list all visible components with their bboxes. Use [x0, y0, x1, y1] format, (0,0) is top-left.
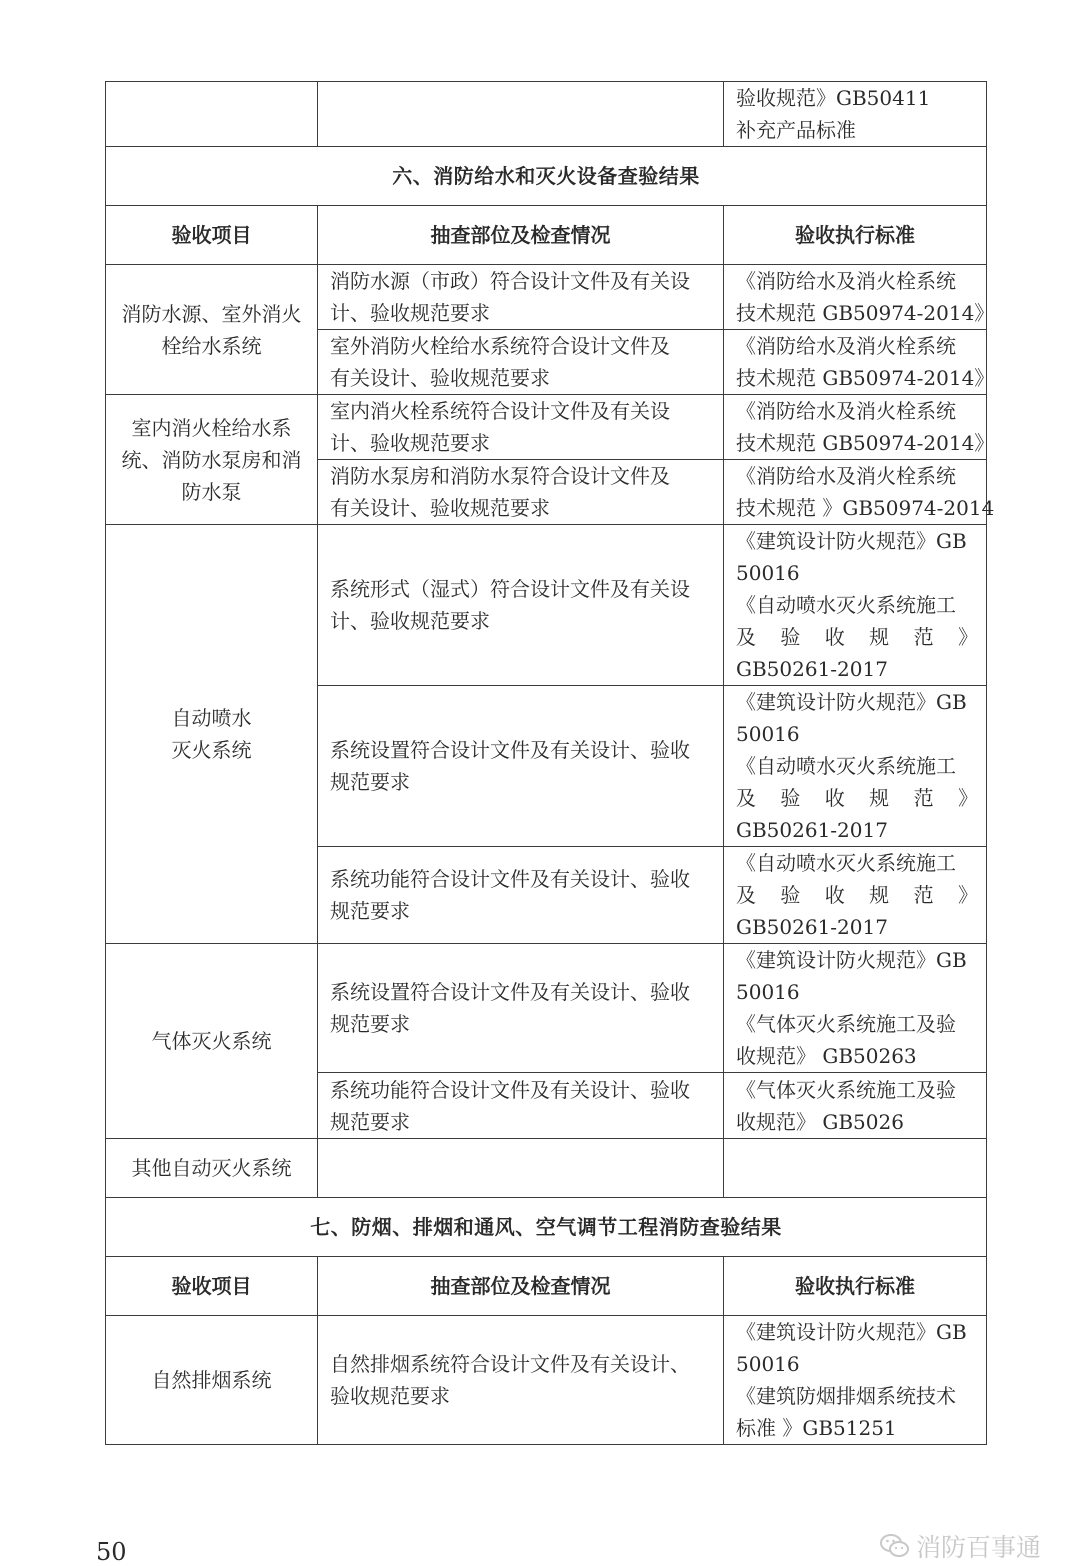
- check-line: 系统设置符合设计文件及有关设计、验收: [330, 738, 690, 762]
- standard-line: GB50261-2017: [736, 657, 888, 681]
- standard-line: 《气体灭火系统施工及验: [736, 1012, 956, 1036]
- check-line: 自然排烟系统符合设计文件及有关设计、: [330, 1352, 690, 1376]
- standard-line: 技术规范 GB50974-2014》: [736, 301, 995, 325]
- item-cell: [106, 395, 318, 525]
- standard-line: 及 验 收 规 范 》: [736, 883, 978, 907]
- standard-cell: [724, 525, 987, 686]
- check-line: 规范要求: [330, 899, 410, 923]
- table-row: [106, 1316, 987, 1445]
- item-line: 灭火系统: [171, 738, 252, 762]
- standard-line: 技术规范 》GB50974-2014: [736, 496, 995, 520]
- item-line: 栓给水系统: [161, 333, 262, 358]
- check-cell: [318, 686, 724, 847]
- item-cell: [106, 1139, 318, 1198]
- standard-cell: [724, 1073, 987, 1139]
- standard-line: 及 验 收 规 范 》: [736, 786, 978, 810]
- check-line: 有关设计、验收规范要求: [330, 496, 550, 520]
- standard-cell: [724, 1139, 987, 1198]
- standard-line: 《建筑设计防火规范》GB: [736, 529, 967, 553]
- inspection-table: [105, 81, 995, 1445]
- header-row: [106, 1257, 987, 1316]
- watermark-text: 消防百事通: [916, 1533, 1042, 1562]
- standard-line: 及 验 收 规 范 》: [736, 625, 978, 649]
- item-line: 统、消防水泵房和消: [121, 447, 302, 472]
- standard-line: 《建筑防烟排烟系统技术: [736, 1384, 956, 1408]
- header-standard: 验收执行标准: [724, 206, 987, 265]
- section-title: 六、消防给水和灭火设备查验结果: [106, 147, 987, 206]
- section-row: [106, 147, 987, 206]
- check-cell: [318, 1316, 724, 1445]
- item-cell: [106, 1316, 318, 1445]
- table-row: [106, 395, 987, 460]
- item-line: 气体灭火系统: [151, 1029, 272, 1053]
- wechat-icon: [880, 1533, 910, 1559]
- standard-cell: [724, 847, 987, 944]
- standard-line: 收规范》 GB5026: [736, 1109, 904, 1134]
- table-row: [106, 1139, 987, 1198]
- standard-line: 收规范》 GB50263: [736, 1044, 917, 1068]
- check-line: 计、验收规范要求: [330, 431, 490, 455]
- check-line: 系统功能符合设计文件及有关设计、验收: [330, 1077, 690, 1102]
- item-line: 自动喷水: [171, 706, 252, 730]
- table-row: [106, 265, 987, 330]
- check-line: 规范要求: [330, 770, 410, 794]
- standard-line: 50016: [736, 561, 800, 585]
- section-title: 七、防烟、排烟和通风、空气调节工程消防查验结果: [106, 1198, 987, 1257]
- check-line: 消防水源（市政）符合设计文件及有关设: [330, 269, 690, 293]
- standard-cell: [724, 265, 995, 330]
- check-line: 室外消防火栓给水系统符合设计文件及: [330, 334, 670, 358]
- standard-line: 《自动喷水灭火系统施工: [736, 754, 956, 778]
- standard-line: 《消防给水及消火栓系统: [736, 399, 956, 423]
- standard-line: 标准 》GB51251: [736, 1416, 897, 1440]
- check-line: 规范要求: [330, 1012, 410, 1036]
- check-cell: [318, 1073, 724, 1139]
- standard-cell: [724, 330, 995, 395]
- item-line: 自然排烟系统: [151, 1368, 272, 1392]
- check-cell: [318, 330, 724, 395]
- check-cell: [318, 395, 724, 460]
- item-cell: [106, 265, 318, 395]
- check-line: 室内消火栓系统符合设计文件及有关设: [330, 399, 670, 423]
- standard-line: 《消防给水及消火栓系统: [736, 334, 956, 358]
- check-line: 系统形式（湿式）符合设计文件及有关设: [330, 577, 690, 601]
- item-line: 室内消火栓给水系: [131, 415, 292, 440]
- table-row: [106, 525, 987, 686]
- standard-line: 《气体灭火系统施工及验: [736, 1077, 956, 1102]
- standard-line: 《建筑设计防火规范》GB: [736, 948, 967, 972]
- empty-cell: [318, 82, 724, 147]
- empty-cell: [106, 82, 318, 147]
- check-cell: [318, 944, 724, 1073]
- check-line: 系统功能符合设计文件及有关设计、验收: [330, 867, 690, 891]
- standard-line: 技术规范 GB50974-2014》: [736, 366, 995, 390]
- standard-cell: [724, 460, 995, 525]
- item-line: 防水泵: [181, 479, 242, 504]
- standard-cell: [724, 944, 987, 1073]
- check-line: 计、验收规范要求: [330, 609, 490, 633]
- check-line: 有关设计、验收规范要求: [330, 366, 550, 390]
- standard-line: 50016: [736, 722, 800, 746]
- check-cell: [318, 847, 724, 944]
- check-cell: [318, 265, 724, 330]
- standard-line: 《建筑设计防火规范》GB: [736, 690, 967, 714]
- standard-line: 技术规范 GB50974-2014》: [736, 431, 995, 455]
- standard-line: 补充产品标准: [736, 118, 856, 142]
- standard-line: 50016: [736, 1352, 800, 1376]
- table-row: [106, 944, 987, 1073]
- standard-line: 验收规范》GB50411: [736, 86, 931, 110]
- item-line: 其他自动灭火系统: [131, 1156, 292, 1180]
- standard-line: 《自动喷水灭火系统施工: [736, 593, 956, 617]
- standard-line: 《自动喷水灭火系统施工: [736, 851, 956, 875]
- header-check: 抽查部位及检查情况: [318, 206, 724, 265]
- header-item: 验收项目: [106, 206, 318, 265]
- item-line: 消防水源、室外消火: [121, 301, 302, 326]
- check-line: 系统设置符合设计文件及有关设计、验收: [330, 980, 690, 1004]
- header-check: 抽查部位及检查情况: [318, 1257, 724, 1316]
- section-row: [106, 1198, 987, 1257]
- check-cell: [318, 1139, 724, 1198]
- standard-line: 《消防给水及消火栓系统: [736, 269, 956, 293]
- standard-line: 《消防给水及消火栓系统: [736, 464, 956, 488]
- header-standard: 验收执行标准: [724, 1257, 987, 1316]
- check-cell: [318, 525, 724, 686]
- table-row: [106, 82, 987, 147]
- header-item: 验收项目: [106, 1257, 318, 1316]
- standard-cell: [724, 395, 995, 460]
- watermark: [880, 1528, 1041, 1564]
- item-cell: [106, 525, 318, 944]
- check-line: 验收规范要求: [330, 1384, 450, 1408]
- page-number: 50: [96, 1538, 127, 1566]
- standard-cell: [724, 686, 987, 847]
- standard-cell: [724, 82, 987, 147]
- item-cell: [106, 944, 318, 1139]
- check-line: 消防水泵房和消防水泵符合设计文件及: [330, 464, 670, 488]
- standard-line: 《建筑设计防火规范》GB: [736, 1320, 967, 1344]
- standard-line: GB50261-2017: [736, 915, 888, 939]
- check-line: 计、验收规范要求: [330, 301, 490, 325]
- standard-line: 50016: [736, 980, 800, 1004]
- header-row: [106, 206, 987, 265]
- check-line: 规范要求: [330, 1109, 410, 1134]
- standard-line: GB50261-2017: [736, 818, 888, 842]
- check-cell: [318, 460, 724, 525]
- standard-cell: [724, 1316, 987, 1445]
